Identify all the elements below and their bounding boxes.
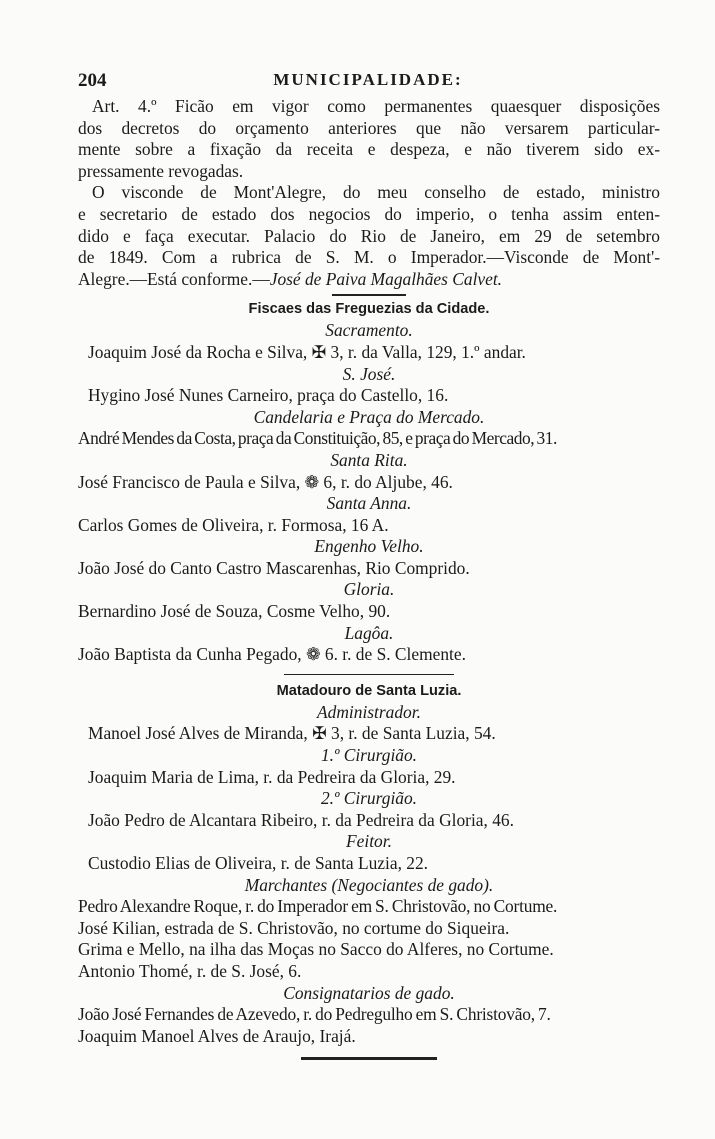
group-heading: Santa Anna. bbox=[326, 493, 412, 514]
list-item: Antonio Thomé, r. de S. José, 6. bbox=[78, 960, 302, 981]
page-body bbox=[78, 96, 660, 1063]
group-heading: 1.º Cirurgião. bbox=[320, 745, 418, 766]
section-title-matadouro: Matadouro de Santa Luzia. bbox=[276, 682, 462, 699]
list-item: Manoel José Alves de Miranda, ✠ 3, r. de Santa Luzia, 54. bbox=[88, 723, 496, 744]
group-heading: S. José. bbox=[342, 363, 396, 384]
group-heading: Marchantes (Negociantes de gado). bbox=[244, 874, 494, 895]
list-item: Bernardino José de Souza, Cosme Velho, 90. bbox=[78, 601, 391, 622]
list-item: Pedro Alexandre Roque, r. do Imperador em S. Christovão, no Cortume. bbox=[78, 896, 558, 917]
group-heading: Administrador. bbox=[317, 701, 421, 722]
group-heading: Lagôa. bbox=[344, 622, 394, 643]
group-heading: Consignatarios de gado. bbox=[283, 982, 455, 1003]
group-heading: Gloria. bbox=[343, 579, 395, 600]
list-item: Joaquim Maria de Lima, r. da Pedreira da Gloria, 29. bbox=[88, 766, 456, 787]
list-item: Joaquim Manoel Alves de Araujo, Irajá. bbox=[78, 1025, 356, 1046]
group-heading: 2.º Cirurgião. bbox=[320, 788, 418, 809]
text-line: O visconde de Mont'Alegre, do meu conselho de estado, ministro bbox=[92, 182, 660, 203]
group-heading: Feitor. bbox=[346, 831, 392, 852]
text-line: dos decretos do orçamento anteriores que não versarem particular- bbox=[78, 117, 660, 138]
page-title: MUNICIPALIDADE: bbox=[273, 70, 463, 89]
end-rule bbox=[301, 1057, 437, 1060]
list-item: Grima e Mello, na ilha das Moças no Sacco do Alferes, no Cortume. bbox=[78, 939, 554, 960]
divider-rule bbox=[284, 674, 454, 675]
group-heading: Santa Rita. bbox=[330, 449, 408, 470]
list-item: José Kilian, estrada de S. Christovão, no cortume do Siqueira. bbox=[78, 917, 510, 938]
text-line: dido e faça executar. Palacio do Rio de Janeiro, em 29 de setembro bbox=[78, 225, 660, 246]
divider-rule bbox=[332, 294, 406, 296]
list-item: Hygino José Nunes Carneiro, praça do Castello, 16. bbox=[88, 385, 449, 406]
list-item: Carlos Gomes de Oliveira, r. Formosa, 16 A. bbox=[78, 514, 389, 535]
list-item: Joaquim José da Rocha e Silva, ✠ 3, r. da Valla, 129, 1.º andar. bbox=[88, 341, 526, 362]
text-line: mente sobre a fixação da receita e despeza, e não tiverem sido ex- bbox=[78, 139, 660, 160]
text-line: de 1849. Com a rubrica de S. M. o Imperador.—Visconde de Mont'- bbox=[78, 247, 660, 268]
list-item: André Mendes da Costa, praça da Constituição, 85, e praça do Mercado, 31. bbox=[78, 428, 557, 449]
list-item: João José Fernandes de Azevedo, r. do Pedregulho em S. Christovão, 7. bbox=[78, 1004, 551, 1025]
page-number: 204 bbox=[78, 70, 107, 91]
list-item: João Pedro de Alcantara Ribeiro, r. da Pedreira da Gloria, 46. bbox=[88, 809, 514, 830]
text-line: e secretario de estado dos negocios do imperio, o tenha assim enten- bbox=[78, 203, 660, 224]
decree-closing-paragraph bbox=[78, 182, 660, 290]
group-heading: Engenho Velho. bbox=[314, 536, 424, 557]
list-item: João José do Canto Castro Mascarenhas, Rio Comprido. bbox=[78, 557, 470, 578]
group-heading: Candelaria e Praça do Mercado. bbox=[253, 406, 485, 427]
running-header bbox=[78, 70, 658, 94]
decree-article-paragraph bbox=[78, 96, 660, 182]
list-item: Custodio Elias de Oliveira, r. de Santa Luzia, 22. bbox=[88, 853, 429, 873]
signature-name: José de Paiva Magalhães Calvet. bbox=[269, 268, 503, 289]
group-heading: Sacramento. bbox=[325, 320, 413, 341]
list-item: José Francisco de Paula e Silva, ❁ 6, r. do Aljube, 46. bbox=[78, 471, 453, 492]
text-line: pressamente revogadas. bbox=[78, 160, 244, 181]
section-title-fiscaes: Fiscaes das Freguezias da Cidade. bbox=[248, 301, 490, 318]
signature-line bbox=[78, 269, 660, 291]
signature-prefix: Alegre.—Está conforme.— bbox=[78, 268, 270, 289]
text-line: Art. 4.º Ficão em vigor como permanentes quaesquer disposições bbox=[92, 96, 660, 116]
list-item: João Baptista da Cunha Pegado, ❁ 6. r. de S. Clemente. bbox=[78, 644, 466, 665]
